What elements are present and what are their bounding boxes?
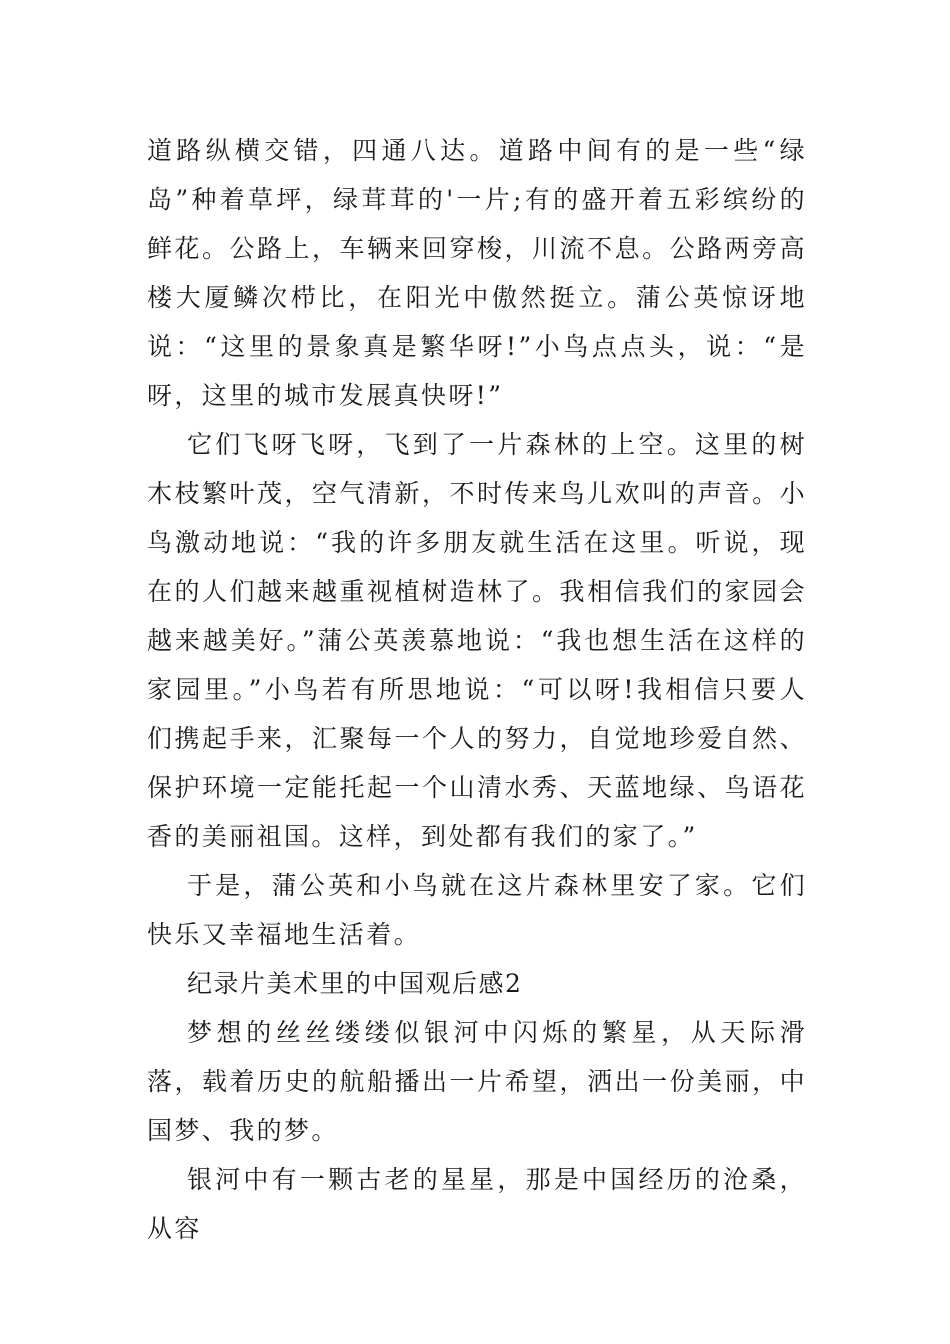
paragraph-galaxy: 银河中有一颗古老的星星，那是中国经历的沧桑，从容 [147,1165,807,1243]
section-heading: 纪录片美术里的中国观后感2 [187,969,523,998]
paragraph-forest: 它们飞呀飞呀，飞到了一片森林的上空。这里的树木枝繁叶茂，空气清新，不时传来鸟儿欢叫的声音。小鸟激动地说：“我的许多朋友就生活在这里。听说，现在的人们越来越重视植树造林了。我相信我们的家园会越来越美好。”蒲公英羡慕地说：“我也想生活在这样的家园里。”小鸟若有所思地说：“可以呀!我相信只要人们携起手来，汇聚每一个人的努力，自觉地珍爱自然、保护环境一定能托起一个山清水秀、天蓝地绿、鸟语花香的美丽祖国。这样，到处都有我们的家了。” [147,430,807,851]
paragraph-city-scene: 道路纵横交错，四通八达。道路中间有的是一些“绿岛”种着草坪，绿茸茸的'一片;有的盛开着五彩缤纷的鲜花。公路上，车辆来回穿梭，川流不息。公路两旁高楼大厦鳞次栉比，在阳光中傲然挺立。蒲公英惊讶地说：“这里的景象真是繁华呀!”小鸟点点头，说：“是呀，这里的城市发展真快呀!” [147,136,807,410]
paragraph-home: 于是，蒲公英和小鸟就在这片森林里安了家。它们快乐又幸福地生活着。 [147,871,807,949]
paragraph-dream: 梦想的丝丝缕缕似银河中闪烁的繁星，从天际滑落，载着历史的航船播出一片希望，洒出一份美丽，中国梦、我的梦。 [147,1018,807,1145]
document-page [147,126,807,1253]
